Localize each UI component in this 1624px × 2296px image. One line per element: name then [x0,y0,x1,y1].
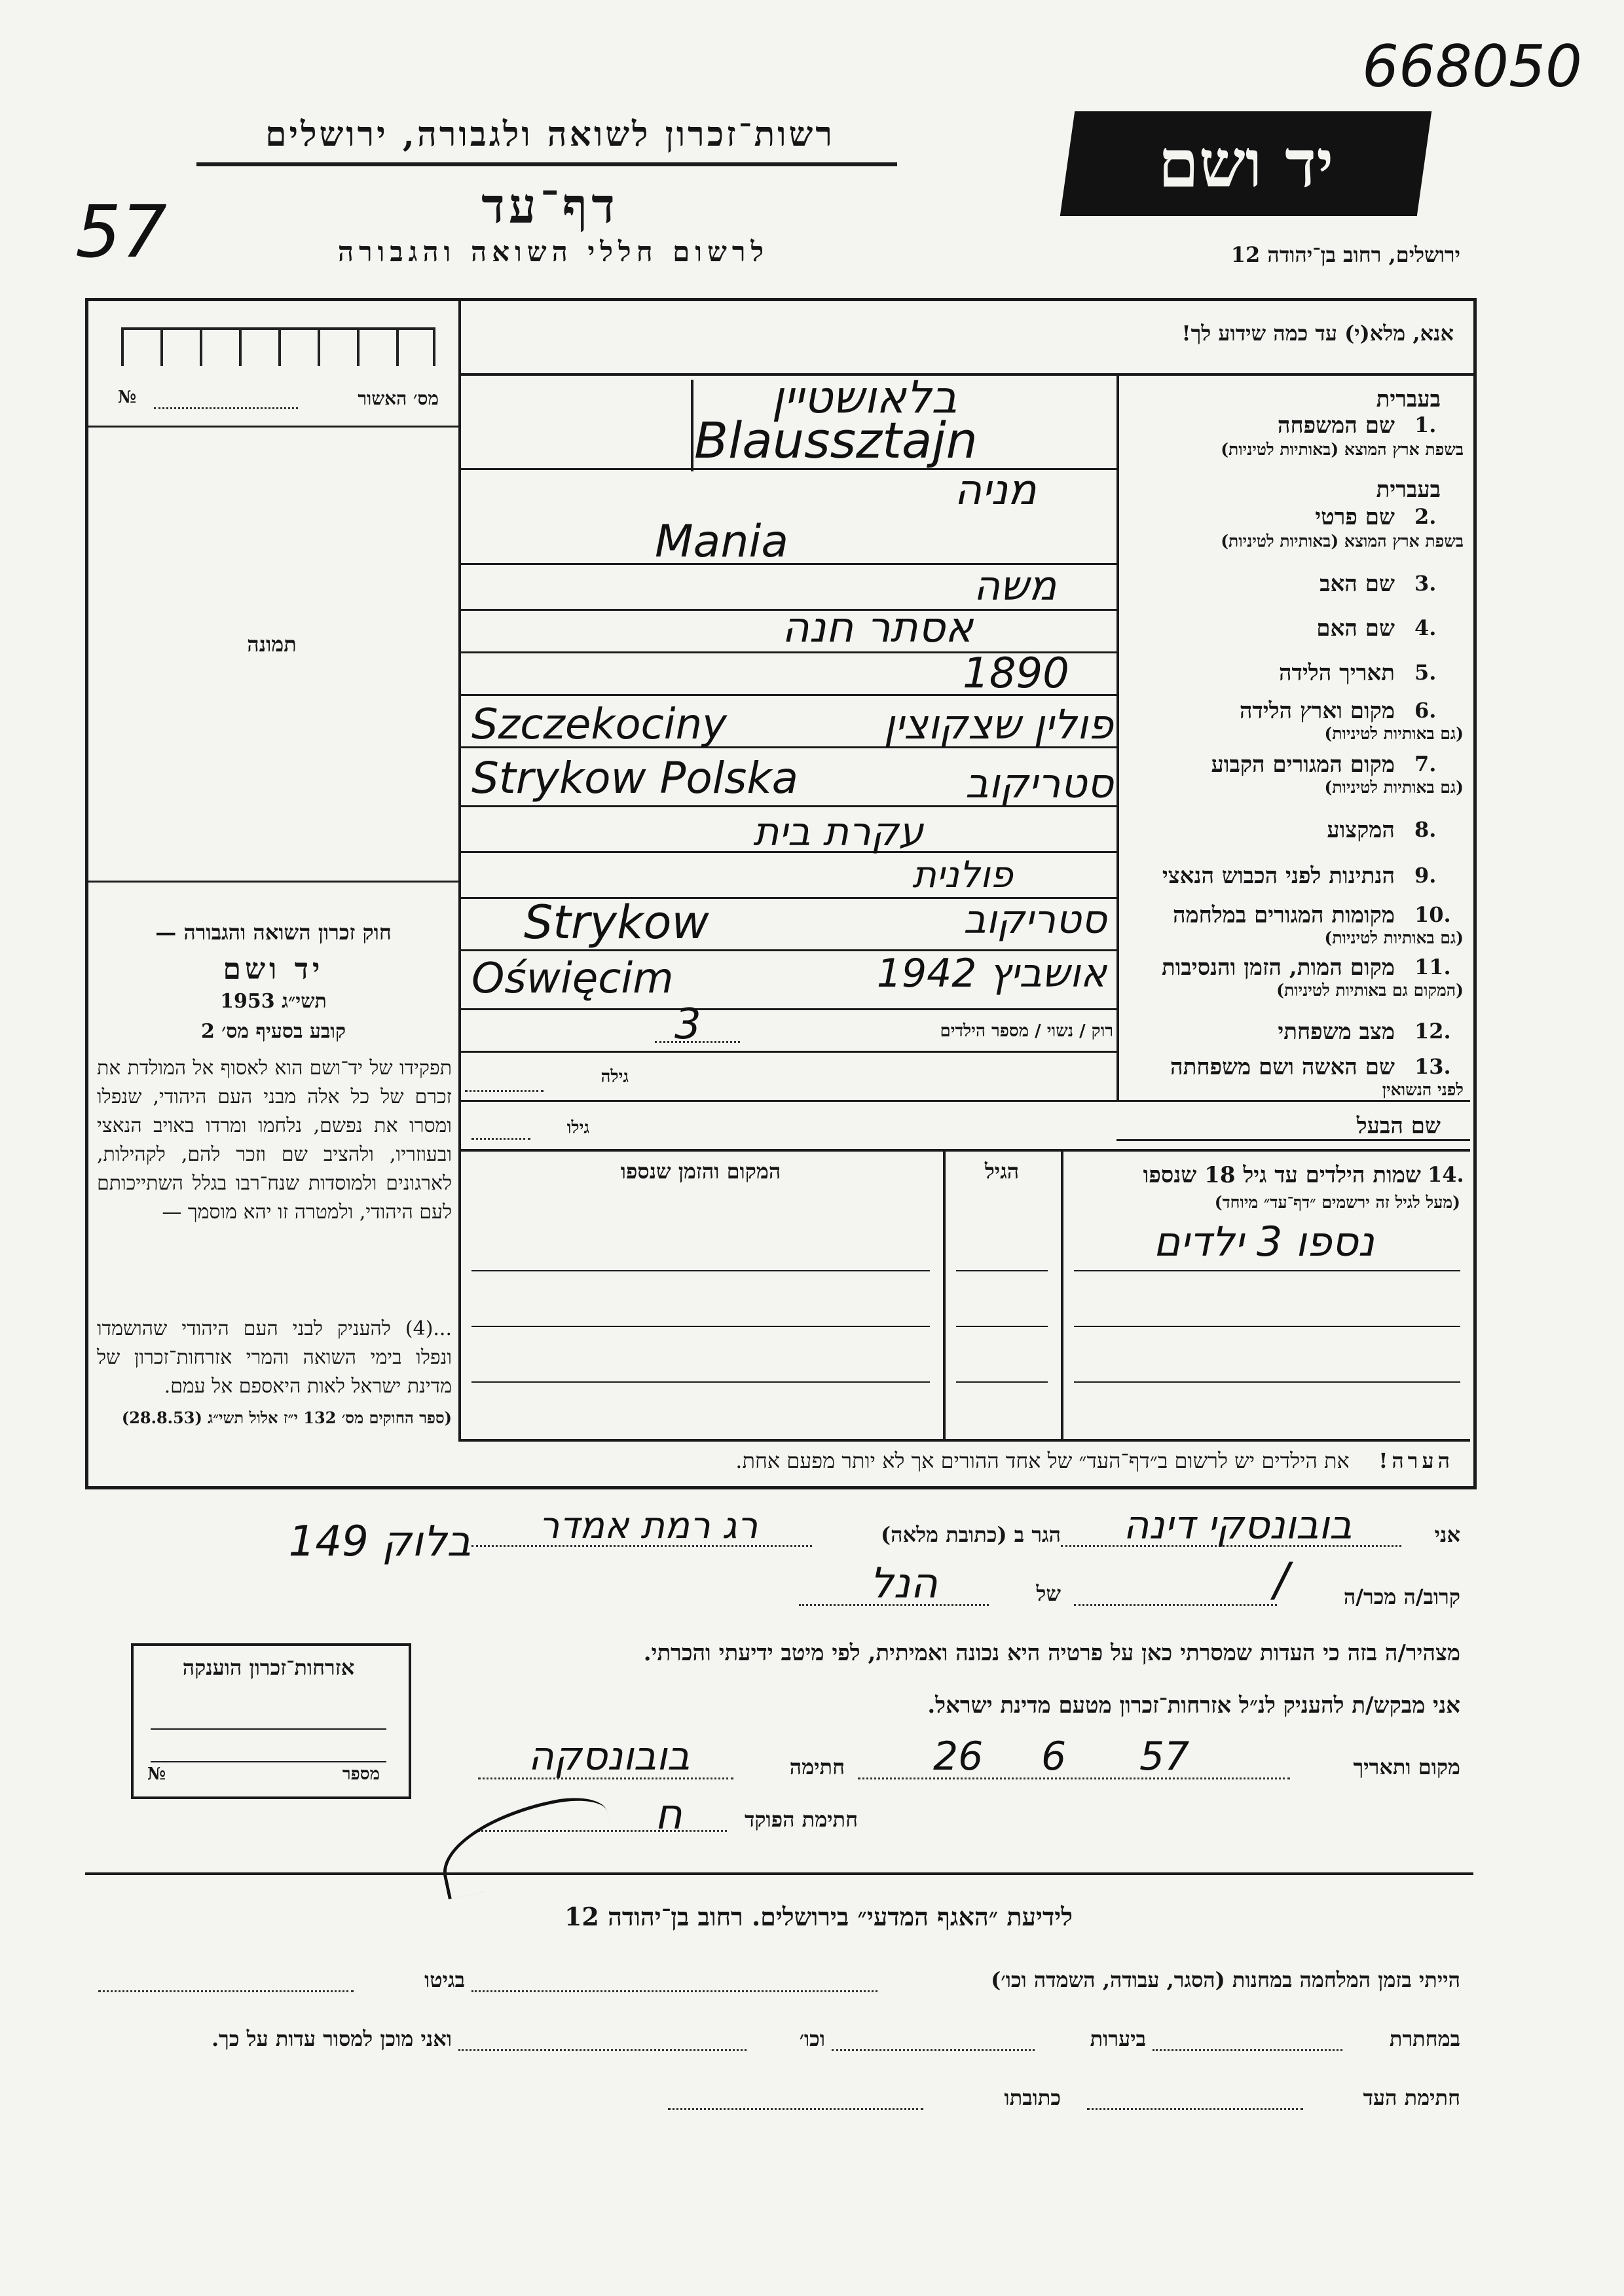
law-org: יד ושם [223,953,324,986]
citizenship-line-2 [151,1761,386,1762]
note-text: את הילדים יש לרשום ב״דף־העד״ של אחד ההורים אך לא יותר מפעם אחת. [735,1448,1350,1473]
margin-mark: 57 [75,190,167,274]
field-13-label: שם האשה ושם משפחתה [1170,1054,1395,1080]
label-column-divider [1116,373,1119,1100]
field-9-value: פולנית [912,854,1013,896]
instruction-text: אנא, מלא(י) עד כמה שידוע לך! [1181,321,1454,346]
footer-etc-dotted [458,2049,747,2051]
field-11-value-latin: Oświęcim [471,955,674,1003]
field-9-label: הנתינות לפני הכבוש הנאצי [1162,863,1395,889]
field-12-num: 12. [1414,1019,1451,1044]
field-1-sub: בשפת ארץ המוצא (באותיות לטיניות) [1221,440,1464,459]
field-4-label: שם האם [1316,615,1395,642]
footer-etc-label: וכו׳ [799,2026,825,2051]
children-row-line [956,1381,1048,1383]
declaration-resides: הגר ב (כתובת מלאה) [881,1522,1061,1547]
field-1-num: 1. [1414,412,1437,437]
declaration-statement: מצהיר/ה בזה כי העדות שמסרתי כאן על פרטיה היא נכונה ואמיתית, לפי מיטב ידיעתי והכרתי. [643,1640,1460,1666]
field-2-num: 2. [1414,504,1437,529]
declaration-ani: אני [1434,1522,1460,1547]
field-10-value-hebrew: סטריקוב [963,897,1107,943]
field-13-age-dotted [465,1090,544,1092]
footer-underground-dotted [1153,2049,1342,2051]
husband-age-label: גילו [566,1118,589,1138]
field-8-num: 8. [1414,817,1437,842]
declaration-name: בובונסקי דינה [1123,1503,1352,1548]
declaration-relation-label: קרוב/ה מכר/ה [1343,1584,1460,1609]
row-line [458,1100,1470,1102]
children-row-line [956,1326,1048,1327]
form-title: דף־עד [481,178,619,234]
children-col-divider-b [1061,1149,1063,1440]
declaration-address: רג רמת אמדר [538,1504,758,1547]
officer-signature-flourish [433,1790,618,1900]
field-7-label: מקום המגורים הקבוע [1211,752,1395,778]
field-5-num: 5. [1414,660,1437,685]
field-1-value-hebrew: בלאושטיין [771,372,957,424]
field-9-num: 9. [1414,863,1437,888]
declaration-relation-strike: / [1274,1553,1289,1607]
field-3-label: שם האב [1320,571,1395,597]
field-12-children-count: 3 [674,1000,701,1049]
field-2-value-latin: Mania [655,516,788,568]
footer-camps-label: הייתי בזמן המלחמה במחנות (הסגר, עבודה, השמדה וכו׳) [991,1967,1460,1992]
field-2-value-hebrew: מניה [954,466,1037,515]
field-4-num: 4. [1414,615,1437,640]
field-1-value-latin: Blaussztajn [694,411,978,469]
field-2-sub: בשפת ארץ המוצא (באותיות לטיניות) [1221,532,1464,551]
law-year: 1953 [220,990,275,1013]
children-row-line [1074,1326,1460,1327]
place-date-label: מקום ותאריך [1353,1755,1460,1779]
children-row-line [1074,1381,1460,1383]
field-6-sub: (גם באותיות לטיניות) [1324,724,1464,743]
declaration-relation-value: הנל [870,1559,938,1608]
field-10-sub: (גם באותיות לטיניות) [1324,928,1464,947]
field-8-label: המקצוע [1327,817,1395,843]
institution-name: רשות־זכרון לשואה ולגבורה, ירושלים [265,115,835,155]
field-6-value-hebrew: פולין שצקוצין [883,701,1113,748]
row-line [458,1051,1116,1053]
children-sub: (מעל לגיל זה ירשמים ״דף־עד״ מיוחד) [1214,1193,1460,1212]
law-body-2: ...(4) להעניק לבני העם היהודי שהושמדו ונפלו בימי השואה והמרי אזרחות־זכרון של מדינת ישראל לאות היאספם אל עמם. [97,1317,452,1398]
children-col-age: הגיל [984,1159,1020,1184]
photo-label: תמונה [247,632,297,657]
field-4-value: אסתר חנה [781,604,974,652]
registration-label: מס׳ האשור [358,388,439,409]
registration-dotted [154,407,298,409]
footer-camps-dotted [471,1990,877,1992]
citizenship-no-mark: № [147,1764,166,1784]
footer-witness-sig-dotted [1087,2108,1303,2110]
field-11-label: מקום המות, הזמן והנסיבות [1161,955,1395,981]
husband-label: שם הבעל [1356,1113,1441,1139]
note-label: הערה! [1378,1448,1454,1473]
field-7-sub: (גם באותיות לטיניות) [1324,778,1464,797]
signature-label: חתימה [789,1755,845,1779]
date-month: 6 [1041,1734,1067,1779]
field-6-value-latin: Szczekociny [471,701,727,749]
place-date-dotted [858,1777,1290,1779]
footer-divider [85,1872,1473,1875]
declaration-shel: של [1036,1581,1061,1606]
citizenship-number-label: מספר [342,1764,380,1784]
field-6-label: מקום וארץ הלידה [1239,698,1395,724]
address: ירושלים, רחוב בן־יהודה 12 [1230,242,1460,267]
children-label: שמות הילדים עד גיל 18 שנספו [1143,1162,1421,1188]
children-row-line [471,1270,930,1271]
field-8-value: עקרת בית [752,809,924,855]
field-11-value-hebrew: אושביץ 1942 [876,951,1107,996]
note-row [471,1448,1454,1473]
field-6-num: 6. [1414,698,1437,723]
footer-underground-label: במחתרת [1389,2026,1460,2051]
field-11-num: 11. [1414,955,1451,979]
citizenship-title: אזרחות־זכרון הוענקה [182,1655,355,1680]
form-subtitle: לרשום חללי השואה והגבורה [337,236,769,268]
date-year: 57 [1139,1734,1190,1779]
field-12-options: רוק / נשוי / מספר הילדים [940,1021,1113,1041]
field-2-label: שם פרטי [1315,504,1395,530]
footer-ghetto-label: בגיטו [424,1967,465,1992]
field-3-num: 3. [1414,571,1437,596]
left-column-divider [458,301,461,1440]
field-13-num: 13. [1414,1054,1451,1079]
field-1-label: שם המשפחה [1277,412,1395,439]
citizenship-line [151,1728,386,1730]
logo-block [1060,111,1431,216]
footer-forests-dotted [832,2049,1035,2051]
field-13-age-label: גילה [600,1067,629,1087]
logo-text: יד ושם [1158,125,1334,202]
law-body: תפקידו של יד־ושם הוא לאסוף אל המולדת את זכרם של כל אלה מבני העם היהודי, שנפלו ומסרו את נפשם, נלחמו ומרדו באויב הנאצי ובעוזריו, ולהציב שם וזכר להם, לקהילות, לארגונים ולמוסדות שנח־רבו בגלל השתייכותם לעם היהודי, ולמטרה זו יהא מוסמך — [97,1057,452,1224]
law-year-hebrew: תשי״ג [282,990,327,1013]
field-3-value: משה [973,562,1057,610]
row-line [458,1008,1116,1010]
field-10-value-latin: Strykow [524,896,709,949]
law-panel-top [88,881,458,883]
field-13-sub: לפני הנשואין [1382,1080,1464,1099]
field-11-sub: (המקום גם באותיות לטיניות) [1276,981,1464,1000]
declaration-relation-dotted [1074,1604,1277,1606]
field-1-hebrew-tag: בעברית [1376,386,1441,412]
registration-no-mark: № [118,388,137,407]
footer-address-label: כתובתו [1004,2085,1061,2110]
institution-underline [196,162,897,166]
children-value: נספו 3 ילדים [1153,1218,1375,1266]
footer-testify: ואני מוכן למסור עדות על כך. [211,2026,452,2051]
footer-ghetto-dotted [98,1990,354,1992]
field-5-label: תאריך הלידה [1278,660,1395,686]
declaration-request: אני מבקש/ת להעניק לנ״ל אזרחות־זכרון מטעם מדינת ישראל. [927,1692,1460,1719]
footer-witness-sig-label: חתימת העד [1363,2085,1460,2110]
children-col-place: המקום והזמן שנספו [620,1159,781,1184]
field-10-num: 10. [1414,902,1451,927]
law-year-row [98,990,449,1013]
children-row-line [1074,1270,1460,1271]
footer-forests-label: ביערות [1090,2026,1146,2051]
registration-rule [88,426,458,428]
row-line [458,1149,1470,1152]
field-1-handwritten-stroke [691,380,693,471]
field-7-value-latin: Strykow Polska [471,753,799,803]
law-clause: קובע בסעיף מס׳ 2 [200,1020,346,1043]
field-12-label: מצב משפחתי [1278,1019,1395,1045]
signature: בובונסקה [528,1734,690,1779]
children-bottom-line [458,1439,1470,1442]
children-num: 14. [1428,1162,1464,1187]
field-7-value-hebrew: סטריקוב [965,759,1113,807]
children-col-divider-a [943,1149,946,1440]
officer-signature: ח [655,1791,682,1839]
husband-age-dotted [471,1138,530,1140]
registration-ticks [121,327,435,366]
children-row-line [471,1326,930,1327]
footer-address-dotted [668,2108,923,2110]
field-10-label: מקומות המגורים במלחמה [1172,902,1395,928]
row-line [1116,1139,1470,1141]
field-2-hebrew-tag: בעברית [1376,477,1441,503]
field-5-value: 1890 [963,649,1069,698]
children-row-line [956,1270,1048,1271]
footer-title: לידיעת ״האגף המדעי״ בירושלים. רחוב בן־יהודה 12 [564,1902,1073,1931]
officer-label: חתימת הפוקד [745,1807,858,1832]
law-title: חוק זכרון השואה והגבורה — [155,920,392,945]
law-reference: (ספר החוקים מס׳ 132 י״ז אלול תשי״ג (28.8.53) [121,1408,452,1427]
date-day: 26 [933,1734,984,1779]
field-7-num: 7. [1414,752,1437,776]
reference-number: 668050 [1362,33,1582,100]
children-row-line [471,1381,930,1383]
declaration-address-extra: בלוק 149 [288,1518,471,1566]
